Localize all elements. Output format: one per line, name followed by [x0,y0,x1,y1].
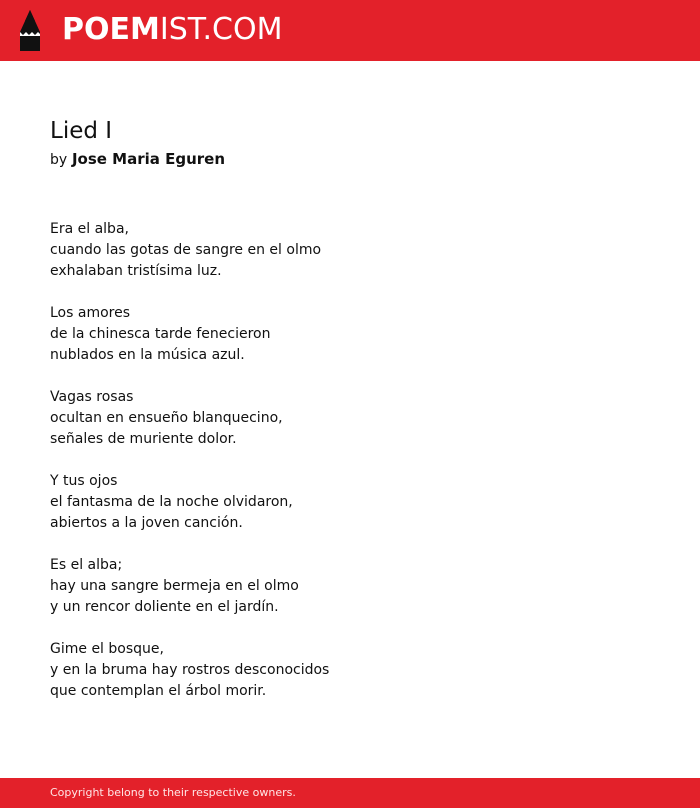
site-header [0,0,700,61]
poem-line: nublados en la música azul. [50,347,245,363]
poem-line: hay una sangre bermeja en el olmo [50,578,299,594]
stanza [50,555,329,618]
poem-line: cuando las gotas de sangre en el olmo [50,242,322,258]
site-logo[interactable] [62,13,282,47]
copyright-notice: Copyright belong to their respective owners. [50,786,296,799]
poem-line: Es el alba; [50,557,123,573]
poem-title: Lied I [50,118,113,144]
poem-line: y en la bruma hay rostros desconocidos [50,662,330,678]
poem-line: Y tus ojos [50,473,118,489]
poem-line: Gime el bosque, [50,641,164,657]
poem-author: Jose Maria Eguren [71,150,226,168]
stanza [50,471,329,534]
poem-body [50,219,329,723]
poem-line: de la chinesca tarde fenecieron [50,326,271,342]
poem-line: que contemplan el árbol morir. [50,683,267,699]
by-label: by [50,152,68,168]
site-footer [0,778,700,808]
poem-line: abiertos a la joven canción. [50,515,243,531]
logo-brand-bold: POEM [62,12,160,47]
poem-line: ocultan en ensueño blanquecino, [50,410,283,426]
logo-brand-light: IST.COM [159,12,283,47]
stanza [50,639,329,702]
stanza [50,303,329,366]
stanza [50,219,329,282]
poem-line: señales de muriente dolor. [50,431,237,447]
poem-line: Los amores [50,305,131,321]
poem-line: exhalaban tristísima luz. [50,263,222,279]
poem-line: el fantasma de la noche olvidaron, [50,494,293,510]
poem-line: Vagas rosas [50,389,134,405]
poem-line: Era el alba, [50,221,129,237]
poem-byline [50,149,225,170]
poem-line: y un rencor doliente en el jardín. [50,599,279,615]
pencil-tip-icon[interactable] [18,10,42,51]
stanza [50,387,329,450]
